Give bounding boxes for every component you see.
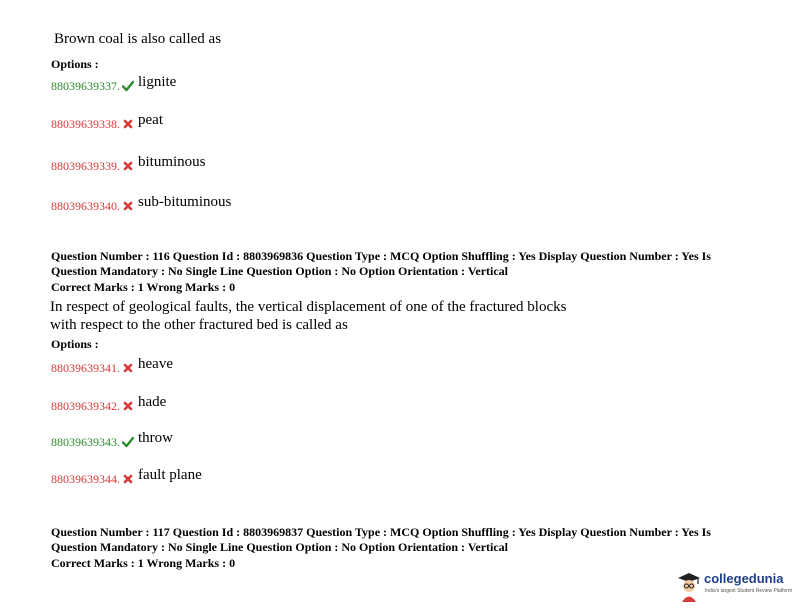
question-text: with respect to the other fractured bed is called as: [50, 317, 348, 333]
option-id: 88039639342.: [51, 399, 120, 413]
question-text: In respect of geological faults, the vertical displacement of one of the fractured blocks: [50, 299, 567, 315]
collegedunia-logo: [676, 568, 792, 604]
option-id: 88039639339.: [51, 159, 120, 173]
option-row: [51, 194, 231, 214]
option-text: bituminous: [138, 154, 206, 170]
option-text: sub-bituminous: [138, 194, 232, 210]
option-row: [51, 74, 176, 94]
option-text: peat: [138, 112, 163, 128]
option-row: [51, 467, 202, 487]
question-marks: Correct Marks : 1 Wrong Marks : 0: [51, 280, 236, 294]
logo-tagline: India's largest Student Review Platform: [705, 588, 792, 594]
cross-icon: [122, 200, 134, 212]
question-meta-line: Question Mandatory : No Single Line Question Option : No Option Orientation : Vertical: [51, 264, 509, 278]
option-id: 88039639343.: [51, 435, 120, 449]
question-meta-line: Question Mandatory : No Single Line Question Option : No Option Orientation : Vertical: [51, 540, 509, 554]
student-mascot-icon: [676, 569, 702, 603]
logo-wordmark: collegedunia: [704, 571, 784, 586]
question-text: Brown coal is also called as: [54, 31, 222, 47]
option-row: [51, 430, 173, 450]
question-meta-line: Question Number : 117 Question Id : 8803969837 Question Type : MCQ Option Shuffling : Yes Display Question Number : Yes Is: [51, 525, 711, 539]
cross-icon: [122, 400, 134, 412]
check-icon: [122, 436, 134, 448]
cross-icon: [122, 362, 134, 374]
cross-icon: [122, 160, 134, 172]
question-marks: Correct Marks : 1 Wrong Marks : 0: [51, 556, 236, 570]
option-id: 88039639340.: [51, 199, 120, 213]
question-meta-line: Question Number : 116 Question Id : 8803969836 Question Type : MCQ Option Shuffling : Yes Display Question Number : Yes Is: [51, 249, 711, 263]
option-id: 88039639344.: [51, 472, 120, 486]
option-text: hade: [138, 394, 167, 410]
option-id: 88039639337.: [51, 79, 120, 93]
option-text: lignite: [138, 74, 177, 90]
option-id: 88039639341.: [51, 361, 120, 375]
option-id: 88039639338.: [51, 117, 120, 131]
cross-icon: [122, 118, 134, 130]
cross-icon: [122, 473, 134, 485]
options-label: Options :: [51, 57, 99, 71]
option-row: [51, 154, 206, 174]
option-row: [51, 356, 173, 376]
option-row: [51, 112, 163, 132]
option-text: fault plane: [138, 467, 202, 483]
option-text: heave: [138, 356, 173, 372]
check-icon: [122, 80, 134, 92]
option-text: throw: [138, 430, 173, 446]
option-row: [51, 394, 166, 414]
options-label: Options :: [51, 337, 99, 351]
